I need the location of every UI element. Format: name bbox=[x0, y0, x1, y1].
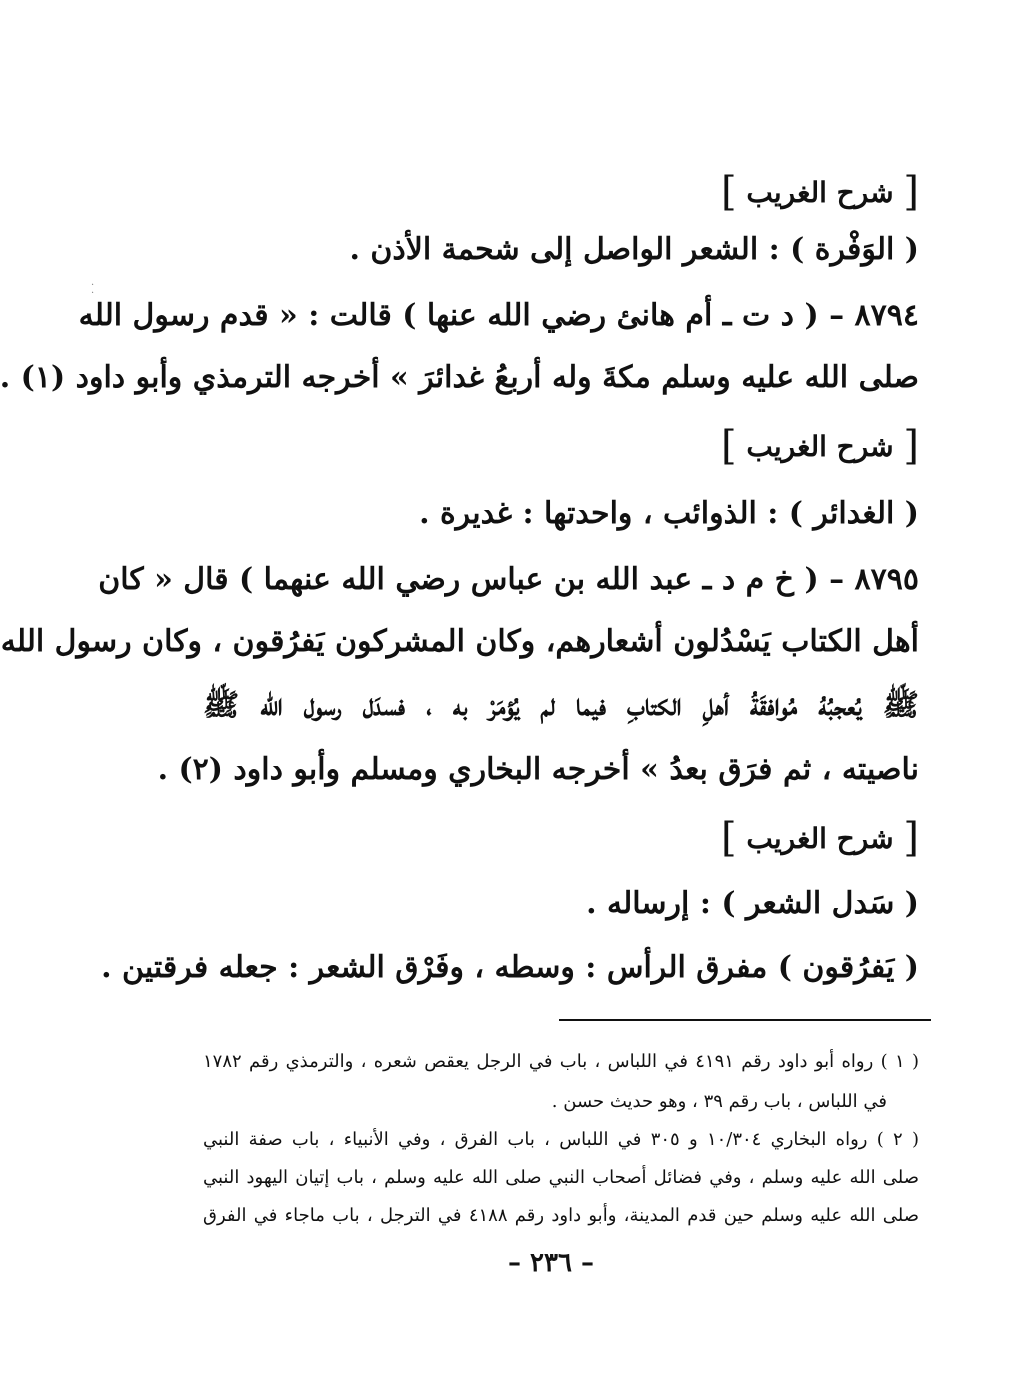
hadith-8795-line-2: أهل الكتاب يَسْدُلون أشعارهم، وكان المشركون يَفرُقون ، وكان رسول الله bbox=[0, 624, 919, 659]
hadith-8794-line-1: ٨٧٩٤ – ( د ت ـ أم هانئ رضي الله عنها ) قالت : « قدم رسول الله bbox=[78, 298, 919, 333]
bracket-open: [ bbox=[903, 423, 919, 469]
hadith-8794-line-2: صلى الله عليه وسلم مكةَ وله أربعُ غدائرَ » أخرجه الترمذي وأبو داود (١) . bbox=[0, 360, 919, 395]
body-line-sadl: ( سَدل الشعر ) : إرساله . bbox=[586, 886, 919, 921]
margin-mark: · · bbox=[91, 280, 95, 299]
footnote-separator bbox=[559, 1019, 931, 1021]
gharib-heading-label: شرح الغريب bbox=[746, 822, 894, 855]
footnote-2-line-1: ( ٢ ) رواه البخاري ١٠/٣٠٤ و ٣٠٥ في اللباس ، باب الفرق ، وفي الأنبياء ، باب صفة النبي bbox=[203, 1129, 920, 1150]
footnote-1-line-2: في اللباس ، باب رقم ٣٩ ، وهو حديث حسن . bbox=[551, 1091, 887, 1112]
hadith-8795-line-1: ٨٧٩٥ – ( خ م د ـ عبد الله بن عباس رضي الله عنهما ) قال « كان bbox=[98, 562, 919, 597]
bracket-close: ] bbox=[720, 169, 737, 215]
hadith-8795-line-3: ﷺ يُعجبُهُ مُوافقَةُ أهلِ الكتابِ فيما لم يُؤمَرْ به ، فسدَل رسول الله ﷺ bbox=[203, 688, 919, 723]
bracket-open: [ bbox=[903, 169, 919, 215]
gharib-heading-label: شرح الغريب bbox=[746, 430, 894, 463]
body-line-yafruqun: ( يَفرُقون ) مفرق الرأس : وسطه ، وفَرْق الشعر : جعله فرقتين . bbox=[101, 950, 919, 985]
footnote-1-line-1: ( ١ ) رواه أبو داود رقم ٤١٩١ في اللباس ، باب في الرجل يعقص شعره ، والترمذي رقم ١٧٨٢ bbox=[203, 1051, 919, 1072]
page-number: – ٢٣٦ – bbox=[507, 1248, 595, 1278]
bracket-close: ] bbox=[720, 815, 737, 861]
gharib-heading-1 bbox=[720, 169, 919, 215]
gharib-heading-3 bbox=[720, 815, 919, 861]
footnote-2-line-2: صلى الله عليه وسلم ، وفي فضائل أصحاب النبي صلى الله عليه وسلم ، باب إتيان اليهود النبي bbox=[203, 1167, 919, 1188]
gharib-heading-2 bbox=[720, 423, 919, 469]
hadith-8795-line-4: ناصيته ، ثم فرَق بعدُ » أخرجه البخاري ومسلم وأبو داود (٢) . bbox=[157, 752, 919, 787]
gharib-heading-label: شرح الغريب bbox=[746, 176, 894, 209]
body-line-ghadair: ( الغدائر ) : الذوائب ، واحدتها : غديرة . bbox=[419, 496, 919, 531]
body-line-wafra: ( الوَفْرة ) : الشعر الواصل إلى شحمة الأذن . bbox=[349, 232, 919, 267]
bracket-close: ] bbox=[720, 423, 737, 469]
footnote-2-line-3: صلى الله عليه وسلم حين قدم المدينة، وأبو داود رقم ٤١٨٨ في الترجل ، باب ماجاء في الفرق bbox=[203, 1205, 919, 1226]
bracket-open: [ bbox=[903, 815, 919, 861]
